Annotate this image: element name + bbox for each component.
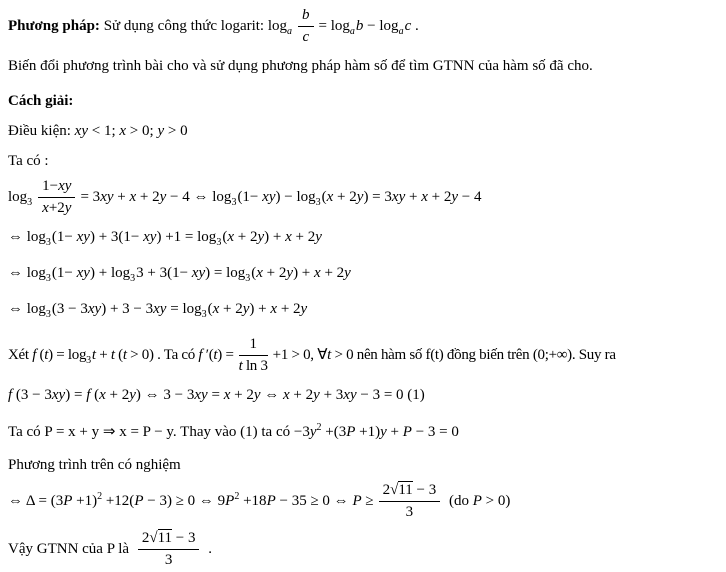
math-variable: xy — [143, 229, 157, 245]
math-variable: xy — [191, 265, 206, 281]
math-variable: xy — [194, 387, 208, 403]
sqrt-radicand: 11 — [398, 482, 413, 498]
math-text: f $(t) = \log_3t + t$ (t > 0) — [32, 346, 154, 366]
subscript: 3 — [245, 273, 251, 284]
line-eq-f — [8, 382, 722, 408]
math-function: log — [26, 229, 46, 245]
line-taco — [8, 148, 722, 174]
math-variable: P — [346, 424, 356, 440]
fraction-denominator: 3 — [164, 552, 173, 568]
fraction-numerator — [298, 6, 314, 27]
math-variable: f — [32, 346, 37, 363]
math-variable: x — [270, 301, 278, 317]
math-variable: xy — [391, 188, 406, 205]
text: Vậy GTNN của P là — [8, 540, 133, 557]
bold-text: Phương pháp: — [8, 17, 104, 34]
math-variable: x — [256, 265, 263, 281]
line-eq-2 — [8, 224, 722, 256]
math-variable: y — [313, 387, 320, 403]
subscript — [287, 26, 292, 37]
math-function: log — [26, 301, 46, 317]
fraction-denominator — [298, 27, 314, 47]
text: Phương trình trên có nghiệm — [8, 457, 181, 473]
line-condition — [8, 118, 722, 144]
math-variable: x — [129, 188, 137, 205]
line-eq-main — [8, 175, 722, 220]
math-text — [267, 17, 293, 37]
math-text: (do P > 0) — [445, 492, 511, 509]
math-variable: y — [380, 424, 387, 440]
math-text: = 3xy + x + 2y − 4 ⇔ $\log_3(1- xy) - \log_3(x + 2y) = 3xy + x + 2y - 4$ — [80, 188, 482, 208]
math-variable: t — [44, 346, 49, 363]
math-text: ⇔ $\log_3(1- xy) + \log_33 + 3(1- xy) = \log_3(x + 2y) + x + 2y$ — [8, 265, 351, 284]
math-variable: t — [91, 346, 96, 363]
math-function: do — [454, 492, 469, 509]
math-variable: f — [8, 387, 13, 403]
line-has-root — [8, 452, 722, 478]
fraction — [239, 335, 268, 376]
subscript: 3 — [315, 196, 321, 208]
fraction — [138, 529, 200, 570]
math-variable: y — [451, 188, 459, 205]
math-variable: b — [355, 17, 364, 34]
math-variable: t — [238, 358, 243, 374]
bold-text: Cách giải: — [8, 93, 74, 109]
math-variable: y — [315, 229, 322, 245]
fraction-numerator: 2√11 − 3 — [379, 481, 441, 502]
subscript — [350, 26, 355, 37]
sqrt-radical: √11 — [390, 482, 413, 498]
math-variable: xy — [58, 178, 72, 194]
line-eq-3 — [8, 260, 722, 292]
math-text: ⇔ $\log_3(3 - 3xy) + 3 - 3xy = \log_3(x + 2y) + x + 2y$ — [8, 301, 308, 320]
line-function-analysis — [8, 333, 722, 378]
math-variable: x — [223, 387, 231, 403]
math-variable: y — [159, 188, 167, 205]
fraction — [379, 481, 441, 522]
math-variable: c — [302, 29, 310, 45]
math-variable: t — [213, 346, 218, 363]
math-variable: P — [266, 492, 276, 509]
subscript: 3 — [27, 196, 33, 208]
math-variable: a — [398, 25, 404, 37]
math-function: ln — [245, 358, 258, 374]
text: . — [204, 540, 212, 557]
math-variable: f — [86, 387, 91, 403]
math-text: f ′(t) = — [198, 346, 234, 363]
math-text: = $\log_ab - \log_ac$ — [318, 17, 412, 37]
math-text: ⇔ $\log_3(1- xy) + 3(1- xy) +1 = \log_3(x + 2y) + x + 2y$ — [8, 229, 322, 248]
sqrt-radicand: 11 — [157, 530, 173, 546]
math-variable: y — [129, 387, 136, 403]
math-function: log — [226, 265, 246, 281]
math-variable: P — [134, 492, 144, 509]
math-text: xy < 1; x > 0; y > 0 — [74, 123, 188, 139]
fraction-denominator: 3 — [405, 504, 414, 520]
solution-body — [8, 4, 722, 572]
math-variable: y — [157, 123, 165, 139]
math-variable: y — [242, 301, 250, 317]
fraction-numerator: 2√11 − 3 — [138, 529, 200, 550]
math-function: log — [379, 17, 399, 34]
line-conclusion — [8, 527, 722, 572]
text: Biến đổi phương trình bài cho và sử dụng phương pháp hàm số để tìm GTNN của hàm số đã cho. — [8, 58, 593, 74]
math-variable: t — [327, 346, 332, 363]
math-variable: y — [344, 265, 351, 281]
math-variable: y — [309, 424, 317, 440]
math-variable: xy — [76, 229, 90, 245]
fraction — [38, 177, 75, 218]
math-variable: P — [225, 492, 235, 509]
math-variable: x — [326, 188, 334, 205]
math-variable: P — [63, 492, 73, 509]
fraction-denominator: x+2y — [42, 200, 72, 216]
math-function: log — [110, 265, 131, 281]
superscript: 2 — [234, 490, 240, 502]
subscript: 3 — [216, 237, 222, 248]
math-variable: x — [212, 301, 220, 317]
subscript: 3 — [231, 196, 237, 208]
math-text: f (3 − 3xy) = f (x + 2y) ⇔ 3 − 3xy = x + 2y ⇔ x + 2y + 3xy − 3 = 0 (1) — [8, 387, 425, 403]
math-variable: x — [421, 188, 428, 205]
text: nên hàm số f(t) đồng biến trên (0;+∞). Suy ra — [353, 346, 616, 363]
fraction — [298, 6, 314, 47]
math-variable: y — [300, 301, 308, 317]
text: . — [411, 17, 419, 34]
math-variable: b — [302, 7, 310, 23]
math-variable: y — [257, 229, 265, 245]
text: . Ta có — [153, 346, 199, 363]
text: Điều kiện: — [8, 123, 75, 139]
math-text: $-3y^2 +(3P +1)y + P - 3 = 0$ — [293, 422, 459, 440]
math-variable: P — [352, 492, 362, 509]
math-variable: f — [198, 346, 203, 363]
math-variable: P — [402, 424, 412, 440]
math-variable: c — [404, 17, 412, 34]
math-function: log — [67, 346, 87, 363]
math-variable: xy — [76, 265, 90, 281]
math-variable: xy — [51, 387, 66, 403]
math-text — [8, 188, 33, 208]
subscript: 3 — [45, 237, 51, 248]
superscript: 2 — [97, 490, 103, 502]
math-function: log — [26, 265, 46, 281]
math-function: log — [182, 301, 202, 317]
math-function: log — [197, 229, 217, 245]
fraction-numerator: 1−xy — [38, 177, 75, 198]
fraction-numerator: 1 — [239, 335, 268, 356]
sqrt-radical: √11 — [149, 530, 173, 546]
subscript — [399, 26, 404, 37]
math-variable: x — [283, 387, 290, 403]
math-function: log — [8, 188, 28, 205]
math-variable: y — [356, 188, 364, 205]
math-text: +1 > 0, ∀t > 0 — [272, 346, 354, 363]
math-variable: t — [110, 346, 115, 363]
math-variable: xy — [343, 387, 357, 403]
line-method — [8, 4, 722, 49]
math-text: ⇔ $\Delta = (3P +1)^2 +12(P - 3) \ge 0$ ⇔ $9P^2 +18P - 35 \ge 0$ ⇔ P ≥ — [8, 490, 374, 509]
math-variable: P — [472, 492, 482, 509]
math-variable: x — [119, 123, 127, 139]
math-variable: xy — [262, 188, 276, 205]
subscript: 3 — [130, 273, 136, 284]
text: Sử dụng công thức logarit: — [103, 17, 268, 34]
subscript: 3 — [201, 309, 207, 320]
math-variable: t — [122, 346, 127, 363]
line-eq-4 — [8, 296, 722, 328]
math-variable: a — [349, 25, 355, 37]
math-variable: y — [253, 387, 261, 403]
line-solution-heading — [8, 88, 722, 114]
subscript: 3 — [86, 354, 91, 366]
math-variable: y — [286, 265, 294, 281]
math-variable: a — [287, 25, 293, 37]
text: Ta có : — [8, 153, 49, 169]
line-note — [8, 53, 722, 79]
math-variable: xy — [87, 301, 102, 317]
fraction-denominator: t ln 3 — [238, 358, 268, 374]
math-variable: xy — [153, 301, 167, 317]
math-variable: x — [285, 229, 292, 245]
math-variable: y — [64, 200, 72, 216]
text: Ta có P = x + y ⇒ x = P − y. Thay vào (1) ta có — [8, 424, 294, 440]
math-variable: xy — [74, 123, 88, 139]
math-function: log — [330, 17, 350, 34]
math-function: log — [212, 188, 232, 205]
math-variable: x — [227, 229, 234, 245]
line-substitute — [8, 415, 722, 445]
math-variable: xy — [100, 188, 114, 205]
line-delta — [8, 479, 722, 524]
math-variable: x — [42, 200, 49, 216]
text: Xét — [8, 346, 33, 363]
math-function: log — [296, 188, 316, 205]
math-variable: x — [314, 265, 321, 281]
subscript: 3 — [45, 273, 51, 284]
math-function: log — [267, 17, 288, 34]
math-variable: x — [99, 387, 106, 403]
superscript: 2 — [316, 422, 322, 433]
subscript: 3 — [45, 309, 51, 320]
